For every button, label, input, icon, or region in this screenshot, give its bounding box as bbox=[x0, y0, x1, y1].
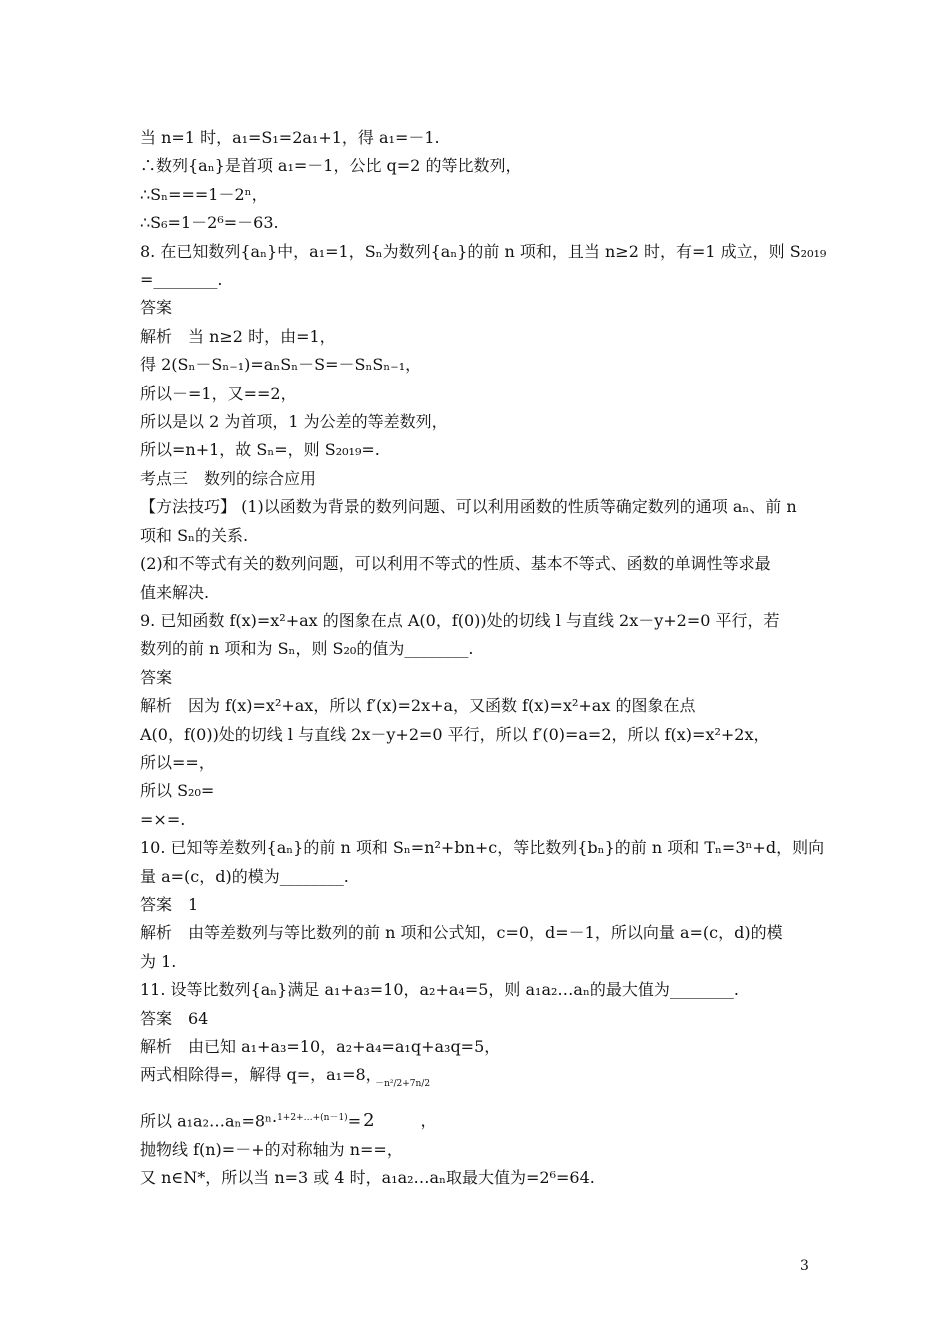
solution-line: 抛物线 f(n)=－+的对称轴为 n==， bbox=[140, 1139, 403, 1159]
math-product-line bbox=[140, 1079, 820, 1136]
solution-line: 解析 因为 f(x)=x²+ax，所以 f′(x)=2x+a，又函数 f(x)=x²+ax 的图象在点 bbox=[140, 696, 696, 716]
math-exponent-big: －n²/2+7n/2 bbox=[375, 1079, 431, 1090]
problem-11-line: 11. 设等比数列{aₙ}满足 a₁+a₃=10，a₂+a₄=5，则 a₁a₂…aₙ的最大值为________. bbox=[140, 980, 739, 1000]
problem-9-line-2: 数列的前 n 项和为 Sₙ，则 S₂₀的值为________. bbox=[140, 639, 474, 659]
math-suffix: ， bbox=[420, 1111, 437, 1131]
solution-line: 所以是以 2 为首项，1 为公差的等差数列， bbox=[140, 412, 448, 432]
power-of-two bbox=[363, 1079, 431, 1149]
method-tip-line: 值来解决. bbox=[140, 582, 210, 602]
solution-line: 两式相除得=，解得 q=，a₁=8， bbox=[140, 1065, 382, 1085]
problem-10-line-2: 量 a=(c，d)的模为________. bbox=[140, 866, 349, 886]
solution-line: 解析 由等差数列与等比数列的前 n 项和公式知，c=0，d=－1，所以向量 a=(c，d)的模 bbox=[140, 923, 783, 943]
text-line: ∴Sₙ===1－2ⁿ， bbox=[140, 184, 268, 204]
answer-label: 答案 bbox=[140, 667, 173, 687]
answer-label: 答案 1 bbox=[140, 894, 199, 914]
solution-line: 又 n∈N*，所以当 n=3 或 4 时，a₁a₂…aₙ取最大值为=2⁶=64. bbox=[140, 1168, 595, 1188]
text-line: ∴数列{aₙ}是首项 a₁=－1，公比 q=2 的等比数列， bbox=[140, 156, 522, 176]
solution-line: 解析 由已知 a₁+a₃=10，a₂+a₄=a₁q+a₃q=5， bbox=[140, 1037, 501, 1056]
math-base: 2 bbox=[363, 1110, 375, 1132]
solution-line: 为 1. bbox=[140, 951, 177, 971]
solution-line: 所以 S₂₀= bbox=[140, 781, 215, 801]
text-line: 当 n=1 时，a₁=S₁=2a₁+1，得 a₁=－1. bbox=[140, 128, 440, 147]
math-exponent-small: 1+2+…+(n－1) bbox=[277, 1112, 348, 1123]
method-tip-line: (2)和不等式有关的数列问题，可以利用不等式的性质、基本不等式、函数的单调性等求最 bbox=[140, 554, 771, 574]
method-tip-line: 项和 Sₙ的关系. bbox=[140, 525, 249, 545]
problem-8-line-1: 8. 在已知数列{aₙ}中，a₁=1，Sₙ为数列{aₙ}的前 n 项和，且当 n≥2 时，有=1 成立，则 S₂₀₁₉ bbox=[140, 241, 827, 261]
problem-9-line-1: 9. 已知函数 f(x)=x²+ax 的图象在点 A(0，f(0))处的切线 l 与直线 2x－y+2=0 平行，若 bbox=[140, 610, 780, 630]
math-prefix: 所以 a₁a₂…aₙ=8ⁿ· bbox=[140, 1111, 278, 1131]
text-line: ∴S₆=1－2⁶=－63. bbox=[140, 213, 279, 233]
page-number: 3 bbox=[800, 1258, 809, 1274]
solution-line: A(0，f(0))处的切线 l 与直线 2x－y+2=0 平行，所以 f′(0)=a=2，所以 f(x)=x²+2x， bbox=[140, 724, 770, 744]
problem-10-line-1: 10. 已知等差数列{aₙ}的前 n 项和 Sₙ=n²+bn+c，等比数列{bₙ}的前 n 项和 Tₙ=3ⁿ+d，则向 bbox=[140, 838, 825, 858]
solution-line: 所以－=1，又==2， bbox=[140, 383, 297, 403]
problem-8-line-2: =________. bbox=[140, 270, 223, 290]
solution-line: 得 2(Sₙ－Sₙ₋₁)=aₙSₙ－S=－SₙSₙ₋₁， bbox=[140, 355, 422, 375]
method-tip-line: 【方法技巧】 (1)以函数为背景的数列问题、可以利用函数的性质等确定数列的通项 aₙ、前 n bbox=[140, 497, 797, 517]
answer-label: 答案 64 bbox=[140, 1008, 209, 1028]
solution-line: =×=. bbox=[140, 809, 186, 829]
solution-line: 解析 当 n≥2 时，由=1， bbox=[140, 326, 336, 346]
solution-line: 所以==， bbox=[140, 752, 215, 772]
page-content bbox=[140, 124, 827, 1193]
solution-line: 所以=n+1，故 Sₙ=，则 S₂₀₁₉=. bbox=[140, 440, 380, 460]
math-equals: = bbox=[347, 1111, 362, 1131]
answer-label: 答案 bbox=[140, 298, 173, 318]
section-heading: 考点三 数列的综合应用 bbox=[140, 468, 317, 488]
